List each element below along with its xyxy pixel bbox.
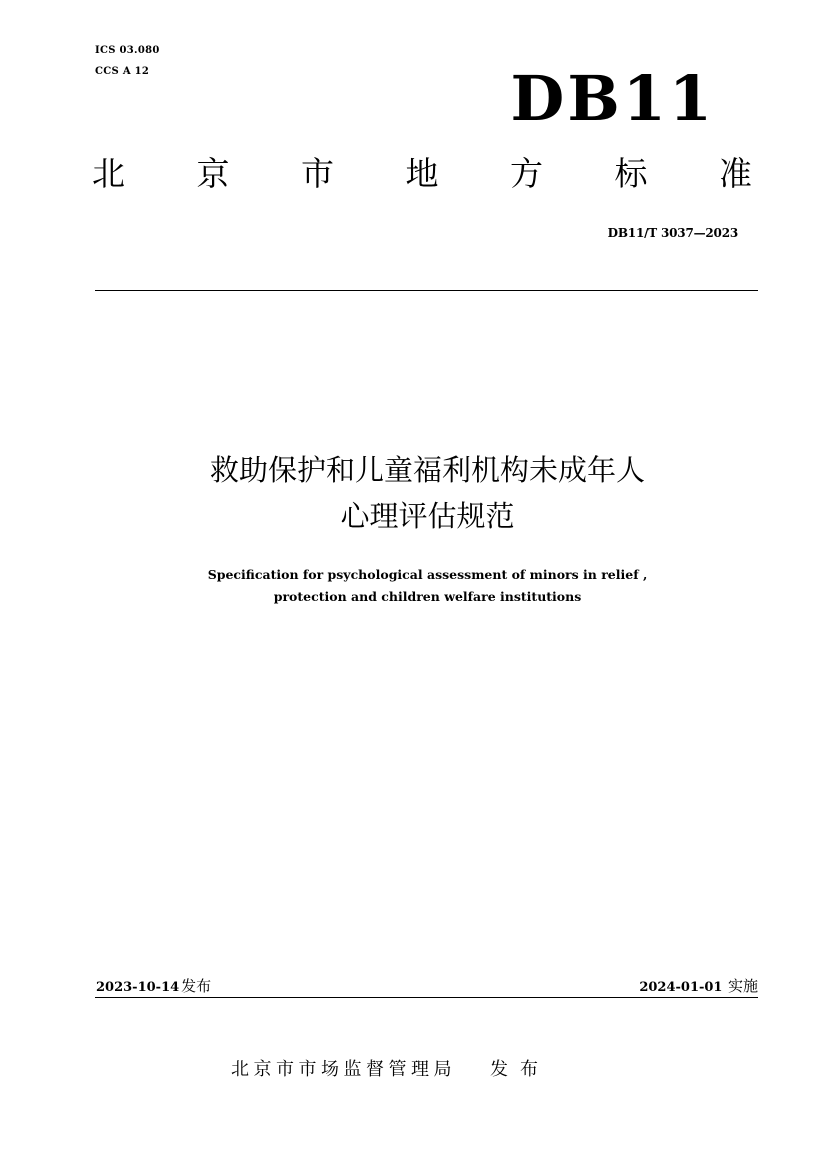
chinese-title: [0, 447, 815, 539]
release-label: 发布: [490, 1059, 550, 1080]
standard-number: DB11/T 3037—2023: [607, 226, 738, 240]
standard-type-char: 地: [405, 154, 439, 193]
implement-date-group: [639, 975, 758, 996]
issue-date-group: [96, 975, 211, 996]
issuer-name: 北京市市场监督管理局: [231, 1059, 456, 1080]
date-row: [96, 975, 758, 996]
chinese-title-line: 心理评估规范: [340, 499, 515, 533]
standard-type-char: 准: [719, 154, 752, 193]
implement-label: 实施: [727, 977, 758, 995]
issue-date: 2023-10-14: [96, 980, 180, 995]
db11-logo: DB11: [510, 62, 715, 135]
standard-type-char: 市: [301, 154, 334, 193]
ics-code: ICS 03.080: [95, 45, 160, 56]
english-title-line: protection and children welfare institutions: [273, 589, 582, 604]
standard-type-char: 方: [510, 154, 543, 193]
english-title-line: Specification for psychological assessment of minors in relief ,: [207, 567, 648, 582]
implement-date: 2024-01-01: [639, 980, 723, 995]
issue-label: 发布: [181, 977, 212, 995]
publisher-line: [231, 1055, 550, 1081]
footer-divider: [95, 997, 758, 998]
chinese-title-line: 救助保护和儿童福利机构未成年人: [209, 453, 645, 487]
header-divider: [95, 290, 758, 291]
standard-type-char: 标: [614, 154, 648, 193]
ccs-code: CCS A 12: [95, 66, 150, 77]
standard-type-char: 北: [92, 154, 125, 193]
english-title: [0, 564, 815, 608]
standard-type-char: 京: [196, 154, 230, 193]
standard-type-heading: [92, 154, 752, 193]
